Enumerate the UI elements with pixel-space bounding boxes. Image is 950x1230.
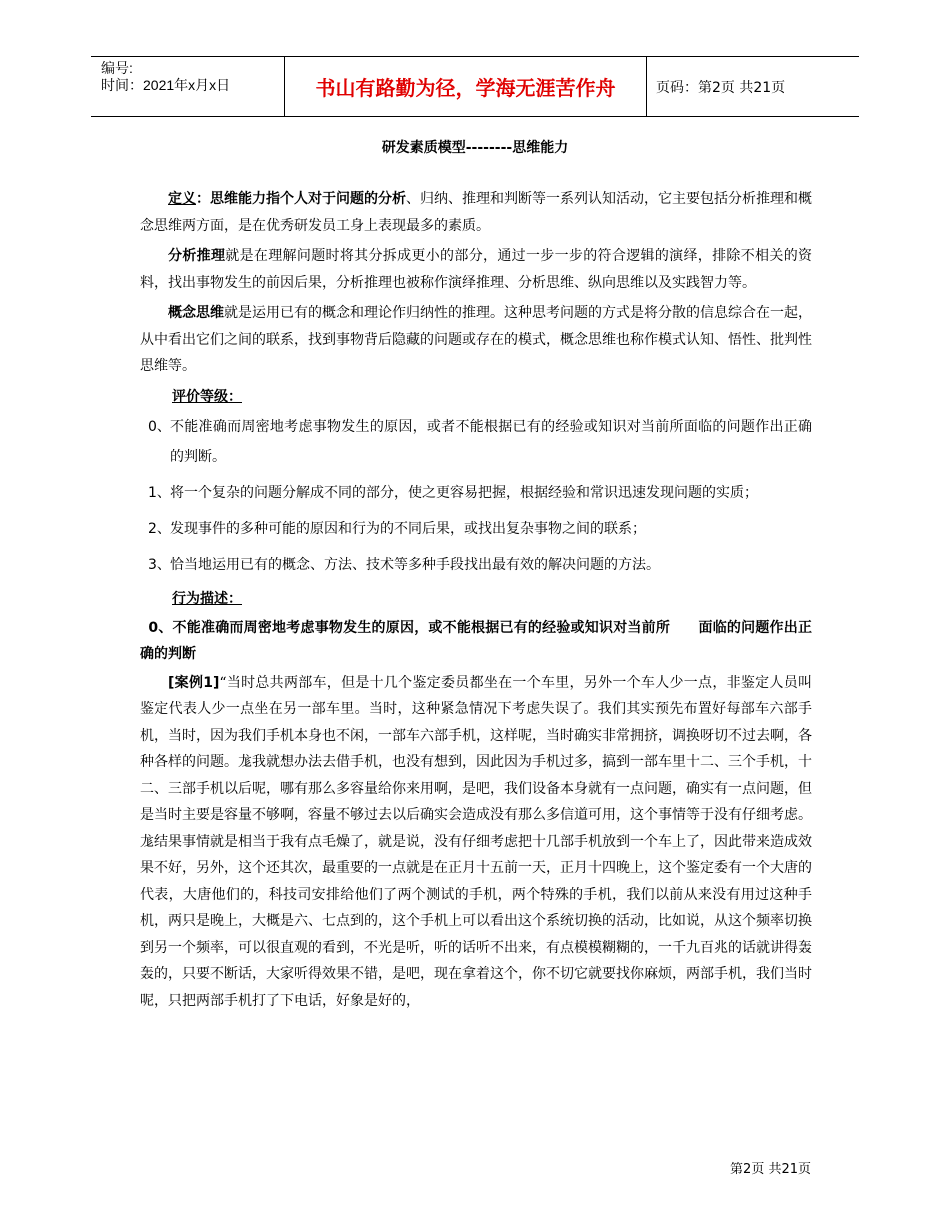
concept-term: 概念思维 (168, 305, 224, 321)
header-meta (91, 57, 284, 116)
header-page-info: 页码：第2页 共21页 (656, 79, 786, 96)
definition-lead: ：思维能力指个人对于问题的分析 (196, 191, 406, 207)
document-title: 研发素质模型--------思维能力 (381, 140, 569, 156)
analysis-text: 就是在理解问题时将其分拆成更小的部分，通过一步一步的符合逻辑的演绎，排除不相关的资料，找出事物发生的前因后果，分析推理也被称作演绎推理、分析思维、纵向思维以及实践智力等。 (140, 248, 813, 291)
definition-paragraph (140, 186, 812, 239)
concept-paragraph (140, 300, 812, 380)
time-label: 时间：2021年x月x日 (101, 77, 231, 93)
concept-text: 就是运用已有的概念和理论作归纳性的推理。这种思考问题的方式是将分散的信息综合在一起，从中看出它们之间的联系，找到事物背后隐藏的问题或存在的模式，概念思维也称作模式认知、悟性、批判性思维等。 (140, 305, 812, 374)
rating-heading: 评价等级： (172, 388, 242, 405)
rating-level-3: 3、 恰当地运用已有的概念、方法、技术等多种手段找出最有效的解决问题的方法。 (148, 557, 660, 573)
case-label: [案例1] (168, 674, 220, 691)
rating-level-0: 0、 不能准确而周密地考虑事物发生的原因，或者不能根据已有的经验或知识对当前所面临的问题作出正确的判断。 (148, 419, 812, 465)
definition-rest: 、归纳、推理和判断等一系列认知活动，它主要包括分析推理和概念思维两方面，是在优秀研发员工身上表现最多的素质。 (140, 191, 812, 234)
analysis-paragraph (140, 243, 812, 296)
case-paragraph (140, 670, 812, 1015)
number-label: 编号: (101, 60, 133, 76)
header-motto: 书山有路勤为径，学海无涯苦作舟 (284, 57, 647, 116)
case-text: “当时总共两部车，但是十几个鉴定委员都坐在一个车里，另外一个车人少一点，非鉴定人员叫鉴定代表人少一点坐在另一部车里。当时，这种紧急情况下考虑失误了。我们其实预先布置好每部车六部手机，当时，因为我们手机本身也不闲，一部车六部手机，这样呢，当时确实非常拥挤，调换呀切不过去啊，各种各样的问题。尨我就想办法去借手机，也没有想到，因此因为手机过多，搞到一部车里十二、三个手机，十二、三部手机以后呢，哪有那么多容量给你来用啊，是吧，我们设备本身就有一点问题，确实有一点问题，但是当时主要是容量不够啊，容量不够过去以后确实会造成没有那么多信道可用，这个事情等于没有仔细考虑。尨结果事情就是相当于我有点毛燥了，就是说，没有仔细考虑把十几部手机放到一个车上了，因此带来造成效果不好，另外，这个还其次，最重要的一点就是在正月十五前一天，正月十四晚上，这个鉴定委有一个大唐的代表，大唐他们的，科技司安排给他们了两个测试的手机，两个特殊的手机，我们以前从来没有用过这种手机，两只是晚上，大概是六、七点到的，这个手机上可以看出这个系统切换的活动，比如说，从这个频率切换到另一个频率，可以很直观的看到，不光是听，听的话听不出来，有点模模糊糊的，一千九百兆的话就讲得轰轰的，只要不断话，大家听得效果不错，是吧，现在拿着这个，你不切它就要找你麻烦，两部手机，我们当时呢，只把两部手机打了下电话，好象是好的， (140, 674, 813, 1009)
document-body (140, 186, 812, 1014)
page-header (91, 56, 859, 117)
definition-label: 定义 (168, 191, 196, 207)
page-footer: 第2页 共21页 (730, 1162, 811, 1177)
behavior-level-0: 0、不能准确而周密地考虑事物发生的原因，或不能根据已有的经验或知识对当前所 面临的问题作出正确的判断 (140, 619, 812, 662)
analysis-term: 分析推理 (168, 248, 226, 264)
rating-level-2: 2、 发现事件的多种可能的原因和行为的不同后果，或找出复杂事物之间的联系； (148, 521, 646, 537)
behavior-heading: 行为描述： (172, 591, 242, 607)
rating-level-1: 1、 将一个复杂的问题分解成不同的部分，使之更容易把握，根据经验和常识迅速发现问题的实质； (148, 485, 758, 501)
